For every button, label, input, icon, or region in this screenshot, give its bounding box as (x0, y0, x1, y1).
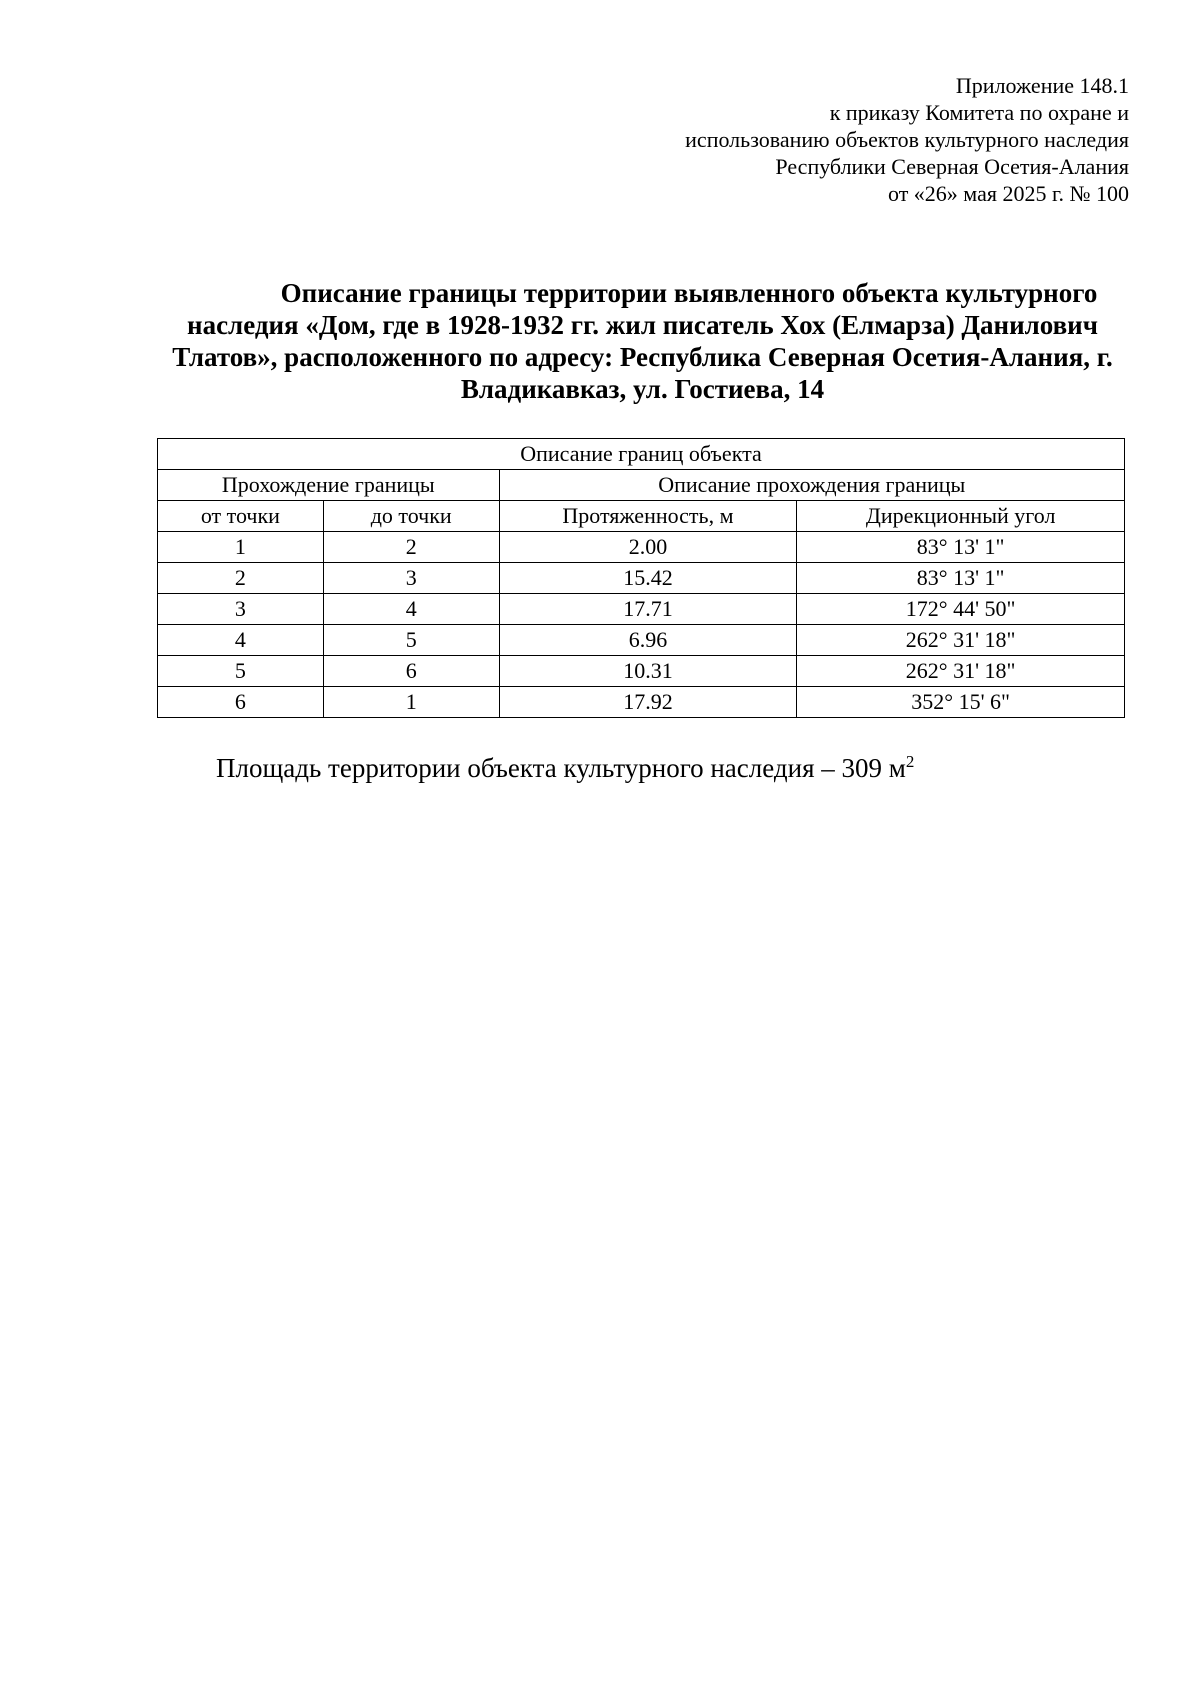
cell-from: 4 (158, 625, 324, 656)
table-row (158, 532, 1125, 563)
cell-length: 15.42 (499, 563, 797, 594)
table-group-header-row (158, 470, 1125, 501)
appendix-header (685, 72, 1129, 207)
cell-angle: 83° 13' 1" (797, 563, 1125, 594)
cell-to: 5 (323, 625, 499, 656)
appendix-line: Приложение 148.1 (955, 73, 1129, 98)
cell-from: 2 (158, 563, 324, 594)
cell-from: 1 (158, 532, 324, 563)
table-row (158, 656, 1125, 687)
cell-from: 6 (158, 687, 324, 718)
cell-to: 6 (323, 656, 499, 687)
cell-to: 1 (323, 687, 499, 718)
cell-length: 17.71 (499, 594, 797, 625)
area-statement (216, 752, 914, 784)
table-caption-row (158, 439, 1125, 470)
column-header-from: от точки (158, 501, 324, 532)
table-caption: Описание границ объекта (158, 439, 1125, 470)
column-header-angle: Дирекционный угол (797, 501, 1125, 532)
cell-angle: 262° 31' 18" (797, 625, 1125, 656)
cell-length: 10.31 (499, 656, 797, 687)
cell-angle: 352° 15' 6" (797, 687, 1125, 718)
cell-angle: 262° 31' 18" (797, 656, 1125, 687)
area-superscript: 2 (905, 752, 915, 771)
cell-from: 3 (158, 594, 324, 625)
boundary-table (157, 438, 1125, 718)
group-header-description: Описание прохождения границы (499, 470, 1124, 501)
cell-to: 3 (323, 563, 499, 594)
document-title: Описание границы территории выявленного объекта культурного наследия «Дом, где в 1928-1932 гг. жил писатель Хох (Елмарза) Данилович Тлатов», расположенного по адресу: Республика Северная Осетия-Алания, г. Владикавказ, ул. Гостиева, 14 (172, 278, 1113, 404)
table-row (158, 687, 1125, 718)
table-column-header-row (158, 501, 1125, 532)
group-header-passage: Прохождение границы (158, 470, 500, 501)
column-header-to: до точки (323, 501, 499, 532)
cell-length: 17.92 (499, 687, 797, 718)
appendix-line: использованию объектов культурного наследия (685, 127, 1129, 152)
table-row (158, 594, 1125, 625)
appendix-line: Республики Северная Осетия-Алания (775, 154, 1129, 179)
table-row (158, 625, 1125, 656)
cell-angle: 172° 44' 50" (797, 594, 1125, 625)
cell-angle: 83° 13' 1" (797, 532, 1125, 563)
column-header-length: Протяженность, м (499, 501, 797, 532)
cell-from: 5 (158, 656, 324, 687)
appendix-line: от «26» мая 2025 г. № 100 (887, 181, 1129, 206)
cell-to: 2 (323, 532, 499, 563)
appendix-line: к приказу Комитета по охране и (829, 100, 1129, 125)
cell-to: 4 (323, 594, 499, 625)
area-text: Площадь территории объекта культурного наследия – 309 м (216, 753, 906, 783)
cell-length: 2.00 (499, 532, 797, 563)
cell-length: 6.96 (499, 625, 797, 656)
table-row (158, 563, 1125, 594)
